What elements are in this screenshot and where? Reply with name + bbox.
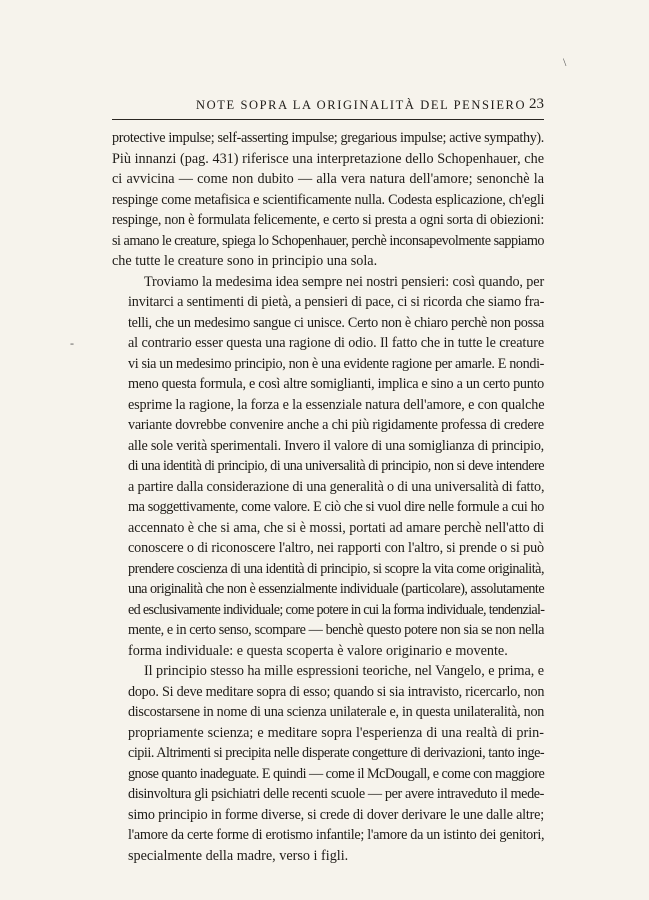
paragraph-2 — [112, 272, 544, 662]
text-line: invitarci a sentimenti di pietà, a pensieri di pace, ci si ricorda che siamo fra- — [128, 294, 545, 310]
text-line: che tutte le creature sono in principio una sola. — [112, 253, 378, 269]
text-line: ed esclusivamente individuale; come potere in cui la forma individuale, tendenzial- — [128, 601, 545, 618]
text-line: protective impulse; self-asserting impulse; gregarious impulse; active sympathy). — [112, 130, 544, 146]
text-line: respinge, non è formulata felicemente, e certo si presta a ogni sorta di obiezioni: — [112, 212, 545, 228]
text-line: forma individuale: e questa scoperta è valore originario e movente. — [128, 642, 508, 659]
running-head: NOTE SOPRA LA ORIGINALITÀ DEL PENSIERO — [196, 98, 527, 112]
text-line: specialmente della madre, verso i figli. — [128, 847, 349, 864]
text-line: a partire dalla considerazione di una generalità o di una universalità di fatto, — [128, 478, 545, 495]
text-line: meno questa formula, e così altre somiglianti, implica e sino a un certo punto — [128, 376, 544, 392]
text-line: esprime la ragione, la forza e la essenziale natura dell'amore, e con qualche — [128, 396, 545, 413]
text-line: Il principio stesso ha mille espressioni teoriche, nel Vangelo, e prima, e — [144, 663, 544, 679]
text-line: di una identità di principio, di una universalità di principio, non si deve intendere — [128, 458, 544, 474]
text-line: simo principio in forme diverse, si crede di dover derivare le une dalle altre; — [128, 806, 544, 823]
margin-mark: \ — [563, 55, 567, 69]
text-line: l'amore da certe forme di erotismo infantile; l'amore da un istinto dei genitori, — [128, 827, 545, 843]
text-line: discostarsene in nome di una scienza unilaterale e, in questa unilateralità, non — [128, 704, 545, 720]
paragraph-3 — [112, 661, 544, 866]
text-line: vi sia un medesimo principio, non è una evidente ragione per amarle. E nondi- — [128, 355, 544, 372]
page-header — [112, 97, 544, 117]
text-line: al contrario esser questa una ragione di odio. Il fatto che in tutte le creature — [128, 335, 545, 351]
text-line: prendere coscienza di una identità di principio, si scopre la vita come originalità, — [128, 560, 544, 577]
paragraph-1 — [112, 128, 544, 272]
text-line: alle sole verità sperimentali. Invero il valore di una somiglianza di principio, — [128, 437, 544, 454]
text-line: dopo. Si deve meditare sopra di esso; quando si sia intravisto, ricercarlo, non — [128, 683, 545, 700]
header-rule — [112, 119, 544, 120]
text-line: respinge come metafisica e scientificamente nulla. Codesta esplicazione, ch'egli — [112, 191, 545, 208]
text-line: si amano le creature, spiega lo Schopenhauer, perchè inconsapevolmente sappiamo — [112, 232, 544, 249]
text-line: una originalità che non è essenzialmente individuale (particolare), assolutamente — [128, 581, 545, 597]
text-line: conoscere o di riconoscere l'altro, nei rapporti con l'altro, si prende o si può — [128, 540, 545, 556]
page-number: 23 — [529, 96, 544, 112]
text-line: telli, che un medesimo sangue ci unisce. Certo non è chiaro perchè non possa — [128, 314, 544, 331]
text-line: mente, e in certo senso, scompare — benchè questo potere non sia se non nella — [128, 622, 544, 638]
text-line: cipii. Altrimenti si precipita nelle disperate congetture di derivazioni, tanto inge- — [128, 745, 545, 761]
text-line: variante dovrebbe convenire anche a chi più rigidamente professa di credere — [128, 417, 544, 433]
text-line: gnose quanto inadeguate. E quindi — come il McDougall, e come con maggiore — [128, 765, 545, 782]
text-line: accennato è che si ama, che si è mossi, portati ad amare perchè nell'atto di — [128, 519, 545, 536]
text-line: Troviamo la medesima idea sempre nei nostri pensieri: così quando, per — [144, 273, 545, 290]
text-line: disinvoltura gli psichiatri delle recenti scuole — per avere intraveduto il mede- — [128, 786, 544, 802]
text-line: ma soggettivamente, come valore. E ciò che si vuol dire nelle formule a cui ho — [128, 499, 544, 515]
body-text — [112, 128, 544, 866]
margin-mark: - — [70, 336, 74, 350]
text-line: ci avvicina — come non dubito — alla vera natura dell'amore; senonchè la — [112, 171, 544, 187]
text-line: Più innanzi (pag. 431) riferisce una interpretazione dello Schopenhauer, che — [112, 150, 544, 167]
text-line: propriamente scienza; e meditare sopra l'esperienza di una realtà di prin- — [128, 724, 544, 741]
